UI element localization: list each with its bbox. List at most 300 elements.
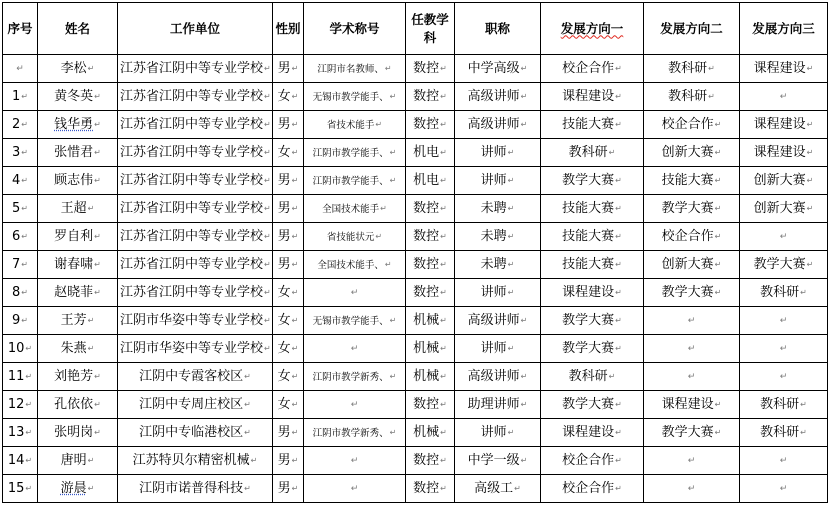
cell-dir1-text: 课程建设 [562, 89, 615, 104]
teacher-roster-table [2, 2, 828, 503]
paragraph-mark-icon: ↵ [264, 316, 271, 325]
cell-index-text: 14 [7, 453, 25, 468]
paragraph-mark-icon: ↵ [440, 260, 447, 269]
table-row [3, 391, 828, 419]
cell-name-text: 钱华勇 [54, 117, 94, 132]
cell-subject-text: 数控 [413, 397, 440, 412]
paragraph-mark-icon: ↵ [25, 484, 33, 493]
cell-subject [406, 391, 455, 419]
cell-name-text: 刘艳芳 [54, 369, 94, 384]
paragraph-mark-icon: ↵ [94, 428, 101, 437]
header-unit: 工作单位 [118, 3, 273, 55]
cell-unit-text: 江苏省江阴中等专业学校 [120, 145, 264, 160]
paragraph-mark-icon: ↵ [615, 92, 622, 101]
cell-rank [455, 447, 541, 475]
paragraph-mark-icon: ↵ [25, 400, 33, 409]
header-row [3, 3, 828, 55]
paragraph-mark-icon: ↵ [714, 260, 722, 269]
cell-dir3 [740, 83, 828, 111]
cell-subject-text: 机械 [413, 369, 440, 384]
cell-gender [273, 195, 304, 223]
paragraph-mark-icon: ↵ [520, 64, 528, 73]
cell-dir1 [541, 391, 644, 419]
cell-name-text: 顾志伟 [54, 173, 94, 188]
cell-dir2-text: 技能大赛 [661, 173, 714, 188]
paragraph-mark-icon: ↵ [264, 120, 271, 129]
cell-rank [455, 195, 541, 223]
paragraph-mark-icon: ↵ [440, 120, 447, 129]
cell-title-text: 江阴市教学新秀、 [312, 427, 389, 439]
cell-index-text: 8 [12, 285, 21, 300]
cell-rank [455, 223, 541, 251]
cell-index [3, 167, 38, 195]
paragraph-mark-icon: ↵ [507, 260, 515, 269]
cell-subject-text: 机电 [413, 173, 440, 188]
paragraph-mark-icon: ↵ [440, 428, 447, 437]
paragraph-mark-icon: ↵ [94, 260, 101, 269]
paragraph-mark-icon: ↵ [250, 456, 258, 465]
paragraph-mark-icon: ↵ [507, 288, 515, 297]
paragraph-mark-icon: ↵ [16, 64, 24, 74]
paragraph-mark-icon: ↵ [291, 148, 299, 157]
cell-unit-text: 江阴中专霞客校区 [139, 369, 244, 384]
paragraph-mark-icon: ↵ [507, 148, 515, 157]
paragraph-mark-icon: ↵ [87, 64, 95, 73]
paragraph-mark-icon: ↵ [440, 148, 447, 157]
cell-gender-text: 女 [277, 285, 291, 300]
cell-subject [406, 307, 455, 335]
cell-gender [273, 307, 304, 335]
paragraph-mark-icon: ↵ [520, 92, 528, 101]
cell-unit-text: 江阴市诺普得科技 [139, 481, 244, 496]
cell-dir1 [541, 223, 644, 251]
cell-index [3, 83, 38, 111]
paragraph-mark-icon: ↵ [800, 428, 807, 437]
paragraph-mark-icon: ↵ [264, 232, 271, 241]
cell-gender-text: 男 [277, 425, 291, 440]
paragraph-mark-icon: ↵ [25, 372, 33, 381]
paragraph-mark-icon: ↵ [291, 176, 299, 185]
cell-name-text: 罗自利 [54, 229, 94, 244]
cell-dir3 [740, 55, 828, 83]
cell-dir2 [644, 251, 740, 279]
cell-title [304, 251, 406, 279]
cell-index-text: 2 [12, 117, 21, 132]
cell-subject-text: 数控 [413, 201, 440, 216]
cell-title-text: 江阴市名教师、 [317, 63, 384, 75]
cell-rank [455, 167, 541, 195]
cell-rank-text: 讲师 [480, 145, 507, 160]
cell-unit [118, 111, 273, 139]
cell-index-text: 7 [12, 257, 21, 272]
cell-unit-text: 江苏省江阴中等专业学校 [120, 117, 264, 132]
paragraph-mark-icon: ↵ [507, 204, 515, 213]
paragraph-mark-icon: ↵ [350, 455, 359, 466]
paragraph-mark-icon: ↵ [21, 176, 28, 185]
table-row [3, 307, 828, 335]
header-dir3: 发展方向三 [740, 3, 828, 55]
paragraph-mark-icon: ↵ [507, 428, 515, 437]
cell-index-text: 4 [12, 173, 21, 188]
cell-unit [118, 167, 273, 195]
cell-subject [406, 167, 455, 195]
cell-index [3, 447, 38, 475]
paragraph-mark-icon: ↵ [779, 232, 788, 242]
paragraph-mark-icon: ↵ [507, 176, 515, 185]
cell-dir3 [740, 167, 828, 195]
cell-gender-text: 女 [277, 89, 291, 104]
table-row [3, 167, 828, 195]
cell-unit-text: 江苏省江阴中等专业学校 [120, 257, 264, 272]
cell-name [38, 335, 118, 363]
paragraph-mark-icon: ↵ [94, 176, 101, 185]
cell-name [38, 363, 118, 391]
paragraph-mark-icon: ↵ [87, 204, 95, 213]
cell-unit [118, 391, 273, 419]
paragraph-mark-icon: ↵ [806, 260, 814, 269]
cell-unit [118, 475, 273, 503]
cell-dir1-text: 技能大赛 [562, 257, 615, 272]
cell-dir2 [644, 447, 740, 475]
paragraph-mark-icon: ↵ [244, 372, 251, 381]
cell-unit [118, 279, 273, 307]
cell-dir1 [541, 83, 644, 111]
paragraph-mark-icon: ↵ [350, 287, 359, 298]
cell-dir2 [644, 363, 740, 391]
paragraph-mark-icon: ↵ [291, 232, 299, 241]
cell-dir1 [541, 55, 644, 83]
cell-name-text: 游晨 [60, 481, 87, 496]
cell-name [38, 391, 118, 419]
paragraph-mark-icon: ↵ [375, 119, 383, 129]
cell-unit-text: 江阴市华姿中等专业学校 [120, 313, 264, 328]
cell-unit-text: 江苏省江阴中等专业学校 [120, 89, 264, 104]
cell-name-text: 赵晓菲 [54, 285, 94, 300]
table-row [3, 335, 828, 363]
paragraph-mark-icon: ↵ [244, 428, 251, 437]
cell-dir1-text: 教学大赛 [562, 397, 615, 412]
paragraph-mark-icon: ↵ [291, 344, 299, 353]
cell-rank [455, 307, 541, 335]
cell-index [3, 251, 38, 279]
paragraph-mark-icon: ↵ [87, 456, 95, 465]
cell-dir2 [644, 223, 740, 251]
header-subject: 任教学科 [406, 3, 455, 55]
paragraph-mark-icon: ↵ [380, 203, 387, 213]
header-gender: 性别 [273, 3, 304, 55]
paragraph-mark-icon: ↵ [21, 120, 28, 129]
cell-dir3-text: 创新大赛 [753, 201, 806, 216]
paragraph-mark-icon: ↵ [264, 176, 271, 185]
cell-unit-text: 江阴中专临港校区 [139, 425, 244, 440]
cell-dir3-text: 教科研 [760, 397, 800, 412]
cell-gender-text: 女 [277, 313, 291, 328]
paragraph-mark-icon: ↵ [21, 288, 28, 297]
cell-title [304, 391, 406, 419]
cell-title [304, 279, 406, 307]
paragraph-mark-icon: ↵ [291, 260, 299, 269]
cell-unit-text: 江苏特贝尔精密机械 [132, 453, 250, 468]
cell-rank-text: 高级讲师 [467, 369, 520, 384]
cell-gender-text: 女 [277, 369, 291, 384]
cell-gender-text: 男 [277, 257, 291, 272]
cell-dir2 [644, 111, 740, 139]
paragraph-mark-icon: ↵ [291, 456, 299, 465]
cell-dir1-text: 教科研 [568, 369, 608, 384]
paragraph-mark-icon: ↵ [507, 344, 515, 353]
cell-index-text: 15 [7, 481, 25, 496]
paragraph-mark-icon: ↵ [520, 372, 528, 381]
paragraph-mark-icon: ↵ [389, 427, 397, 437]
cell-subject-text: 机械 [413, 341, 440, 356]
paragraph-mark-icon: ↵ [714, 176, 722, 185]
cell-unit-text: 江苏省江阴中等专业学校 [120, 201, 264, 216]
cell-name [38, 223, 118, 251]
cell-rank [455, 111, 541, 139]
cell-dir2-text: 创新大赛 [661, 145, 714, 160]
paragraph-mark-icon: ↵ [94, 372, 101, 381]
paragraph-mark-icon: ↵ [440, 232, 447, 241]
cell-title-text: 无锡市教学能手、 [312, 91, 389, 103]
cell-title-text: 江阴市教学新秀、 [312, 371, 389, 383]
paragraph-mark-icon: ↵ [94, 288, 101, 297]
cell-subject-text: 数控 [413, 89, 440, 104]
cell-name-text: 孔依依 [54, 397, 94, 412]
paragraph-mark-icon: ↵ [25, 344, 33, 353]
cell-rank [455, 279, 541, 307]
cell-name-text: 唐明 [60, 453, 87, 468]
paragraph-mark-icon: ↵ [291, 288, 299, 297]
paragraph-mark-icon: ↵ [800, 288, 807, 297]
table-row [3, 111, 828, 139]
cell-unit [118, 55, 273, 83]
cell-rank-text: 未聘 [480, 229, 507, 244]
cell-subject-text: 数控 [413, 61, 440, 76]
cell-dir3 [740, 307, 828, 335]
cell-subject [406, 139, 455, 167]
paragraph-mark-icon: ↵ [244, 400, 251, 409]
table-row [3, 195, 828, 223]
paragraph-mark-icon: ↵ [714, 204, 722, 213]
cell-dir2 [644, 167, 740, 195]
cell-index [3, 195, 38, 223]
cell-dir1-text: 教学大赛 [562, 341, 615, 356]
paragraph-mark-icon: ↵ [507, 232, 515, 241]
cell-gender-text: 男 [277, 61, 291, 76]
cell-title [304, 167, 406, 195]
paragraph-mark-icon: ↵ [514, 484, 521, 493]
paragraph-mark-icon: ↵ [615, 428, 622, 437]
cell-dir1 [541, 475, 644, 503]
paragraph-mark-icon: ↵ [87, 344, 95, 353]
cell-dir2-text: 校企合作 [661, 229, 714, 244]
cell-name [38, 419, 118, 447]
cell-gender [273, 139, 304, 167]
cell-dir2 [644, 195, 740, 223]
cell-subject-text: 数控 [413, 285, 440, 300]
cell-title [304, 223, 406, 251]
cell-name-text: 谢春啸 [54, 257, 94, 272]
cell-dir3-text: 课程建设 [753, 117, 806, 132]
cell-dir1 [541, 167, 644, 195]
cell-gender [273, 223, 304, 251]
cell-dir1-text: 校企合作 [562, 481, 615, 496]
paragraph-mark-icon: ↵ [375, 231, 383, 241]
paragraph-mark-icon: ↵ [389, 315, 397, 325]
cell-name-text: 王芳 [60, 313, 87, 328]
paragraph-mark-icon: ↵ [440, 344, 447, 353]
cell-unit-text: 江苏省江阴中等专业学校 [120, 61, 264, 76]
cell-rank [455, 251, 541, 279]
cell-title [304, 475, 406, 503]
paragraph-mark-icon: ↵ [806, 64, 814, 73]
cell-index-text: 10 [7, 341, 25, 356]
cell-name [38, 167, 118, 195]
cell-title [304, 139, 406, 167]
cell-unit [118, 447, 273, 475]
cell-dir2-text: 创新大赛 [661, 257, 714, 272]
paragraph-mark-icon: ↵ [806, 176, 814, 185]
paragraph-mark-icon: ↵ [806, 148, 814, 157]
paragraph-mark-icon: ↵ [244, 484, 251, 493]
header-name: 姓名 [38, 3, 118, 55]
paragraph-mark-icon: ↵ [264, 204, 271, 213]
header-dir1-label: 发展方向一 [560, 20, 624, 36]
paragraph-mark-icon: ↵ [291, 372, 299, 381]
cell-dir1-text: 技能大赛 [562, 229, 615, 244]
paragraph-mark-icon: ↵ [264, 288, 271, 297]
paragraph-mark-icon: ↵ [350, 399, 359, 410]
cell-dir2-text: 校企合作 [661, 117, 714, 132]
cell-rank [455, 335, 541, 363]
cell-dir1-text: 课程建设 [562, 425, 615, 440]
cell-index [3, 279, 38, 307]
paragraph-mark-icon: ↵ [615, 176, 622, 185]
cell-name [38, 475, 118, 503]
cell-gender [273, 363, 304, 391]
cell-index-text: 13 [7, 425, 25, 440]
cell-gender [273, 55, 304, 83]
paragraph-mark-icon: ↵ [608, 372, 616, 381]
paragraph-mark-icon: ↵ [25, 428, 33, 437]
cell-subject-text: 数控 [413, 117, 440, 132]
paragraph-mark-icon: ↵ [714, 148, 722, 157]
cell-index [3, 111, 38, 139]
cell-dir2 [644, 391, 740, 419]
cell-dir2-text: 课程建设 [661, 397, 714, 412]
paragraph-mark-icon: ↵ [21, 92, 28, 101]
header-dir1 [541, 3, 644, 55]
cell-name [38, 55, 118, 83]
cell-dir3-text: 课程建设 [753, 145, 806, 160]
paragraph-mark-icon: ↵ [291, 120, 299, 129]
cell-title-text: 全国技术能手、 [317, 259, 384, 271]
cell-dir1-text: 技能大赛 [562, 201, 615, 216]
cell-dir2 [644, 475, 740, 503]
paragraph-mark-icon: ↵ [608, 148, 616, 157]
paragraph-mark-icon: ↵ [440, 456, 447, 465]
cell-unit [118, 307, 273, 335]
cell-dir3 [740, 279, 828, 307]
cell-gender [273, 447, 304, 475]
cell-unit [118, 139, 273, 167]
cell-subject-text: 数控 [413, 229, 440, 244]
cell-gender [273, 251, 304, 279]
cell-name-text: 黄冬英 [54, 89, 94, 104]
paragraph-mark-icon: ↵ [389, 91, 397, 101]
cell-rank-text: 中学一级 [467, 453, 520, 468]
cell-subject-text: 数控 [413, 257, 440, 272]
cell-dir3 [740, 223, 828, 251]
cell-title-text: 省技术能手 [326, 119, 375, 131]
cell-subject [406, 475, 455, 503]
cell-name-text: 王超 [60, 201, 87, 216]
cell-dir2 [644, 307, 740, 335]
paragraph-mark-icon: ↵ [520, 316, 528, 325]
paragraph-mark-icon: ↵ [21, 148, 28, 157]
paragraph-mark-icon: ↵ [291, 204, 299, 213]
cell-dir2 [644, 83, 740, 111]
paragraph-mark-icon: ↵ [440, 64, 447, 73]
cell-dir1 [541, 419, 644, 447]
cell-name [38, 251, 118, 279]
paragraph-mark-icon: ↵ [440, 288, 447, 297]
cell-dir3 [740, 447, 828, 475]
paragraph-mark-icon: ↵ [21, 204, 28, 213]
cell-dir2 [644, 55, 740, 83]
table-row [3, 251, 828, 279]
header-index: 序号 [3, 3, 38, 55]
cell-gender [273, 419, 304, 447]
cell-subject-text: 机械 [413, 313, 440, 328]
cell-dir2 [644, 279, 740, 307]
paragraph-mark-icon: ↵ [389, 371, 397, 381]
cell-subject [406, 111, 455, 139]
cell-rank-text: 助理讲师 [467, 397, 520, 412]
paragraph-mark-icon: ↵ [615, 288, 622, 297]
cell-index-text: 3 [12, 145, 21, 160]
cell-dir2-text: 教科研 [668, 89, 708, 104]
paragraph-mark-icon: ↵ [87, 484, 95, 493]
cell-gender [273, 475, 304, 503]
cell-index [3, 223, 38, 251]
paragraph-mark-icon: ↵ [291, 428, 299, 437]
paragraph-mark-icon: ↵ [264, 64, 271, 73]
cell-title [304, 419, 406, 447]
cell-rank-text: 高级讲师 [467, 313, 520, 328]
cell-rank [455, 419, 541, 447]
cell-rank-text: 未聘 [480, 201, 507, 216]
cell-rank [455, 83, 541, 111]
paragraph-mark-icon: ↵ [520, 456, 528, 465]
paragraph-mark-icon: ↵ [615, 400, 622, 409]
cell-dir1-text: 校企合作 [562, 453, 615, 468]
cell-rank-text: 讲师 [480, 173, 507, 188]
cell-name-text: 朱燕 [60, 341, 87, 356]
paragraph-mark-icon: ↵ [264, 148, 271, 157]
cell-rank [455, 475, 541, 503]
paragraph-mark-icon: ↵ [384, 63, 392, 73]
table-row [3, 139, 828, 167]
paragraph-mark-icon: ↵ [687, 484, 696, 494]
paragraph-mark-icon: ↵ [714, 288, 722, 297]
paragraph-mark-icon: ↵ [291, 316, 299, 325]
cell-unit [118, 195, 273, 223]
cell-dir1 [541, 139, 644, 167]
cell-dir2-text: 教学大赛 [661, 425, 714, 440]
paragraph-mark-icon: ↵ [714, 400, 722, 409]
cell-subject [406, 251, 455, 279]
